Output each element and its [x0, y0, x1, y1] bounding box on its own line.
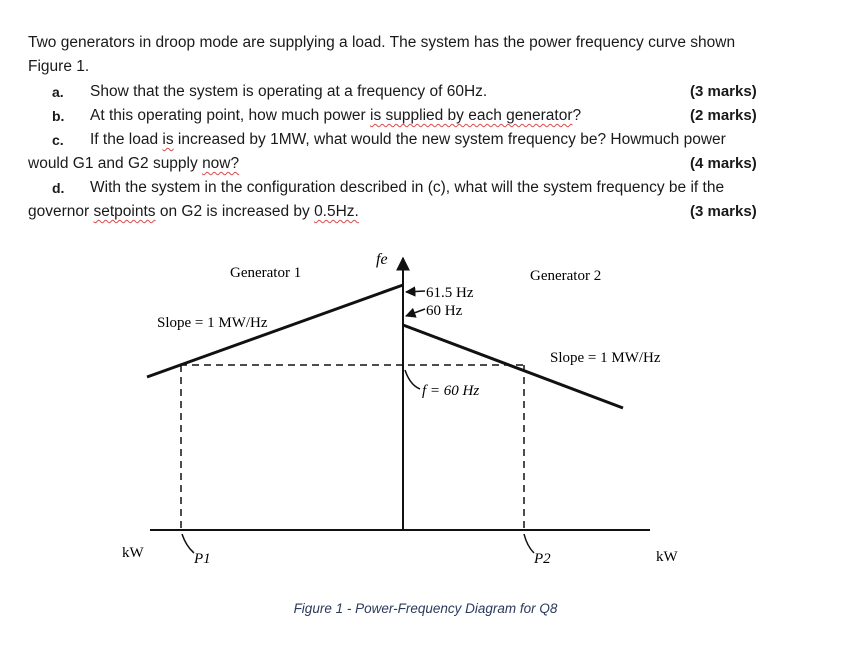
part-c-text-line1: If the load is increased by 1MW, what would the new system frequency be? Howmuch power [90, 131, 726, 148]
part-c-label: c. [52, 132, 64, 148]
generator-1-label: Generator 1 [230, 265, 302, 281]
p2-label: P2 [534, 551, 551, 567]
part-b-text: At this operating point, how much power is supplied by each generator? [90, 107, 582, 124]
figure-caption: Figure 1 - Power-Frequency Diagram for Q8 [293, 601, 558, 616]
fe-axis-label: fe [376, 251, 388, 268]
part-c-text-line2: would G1 and G2 supply now? [28, 155, 240, 172]
p1-label: P1 [194, 551, 211, 567]
part-d-text-line2: governor setpoints on G2 is increased by 0.5Hz. [28, 203, 359, 220]
f-op-pointer [405, 370, 420, 389]
f2-pointer [406, 309, 425, 316]
part-b-label: b. [52, 108, 65, 124]
slope-1-label: Slope = 1 MW/Hz [157, 315, 268, 331]
f-op-label: f = 60 Hz [422, 383, 480, 399]
generator-2-label: Generator 2 [530, 268, 602, 284]
f2-label: 60 Hz [426, 303, 463, 319]
slope-2-label: Slope = 1 MW/Hz [550, 350, 661, 366]
intro-line-1: Two generators in droop mode are supplying a load. The system has the power frequency curve shown [28, 34, 736, 51]
part-a-label: a. [52, 84, 64, 100]
kw-right-label: kW [656, 549, 678, 565]
part-a-marks: (3 marks) [690, 83, 757, 100]
part-c-marks: (4 marks) [690, 155, 757, 172]
p2-pointer [524, 534, 534, 553]
f1-pointer [406, 291, 425, 292]
part-d-label: d. [52, 180, 65, 196]
part-b-marks: (2 marks) [690, 107, 757, 124]
intro-line-2: Figure 1. [28, 58, 90, 75]
part-d-marks: (3 marks) [690, 203, 757, 220]
kw-left-label: kW [122, 545, 144, 561]
p1-pointer [182, 534, 194, 553]
generator-1-droop-line [147, 285, 403, 377]
f1-label: 61.5 Hz [426, 285, 474, 301]
part-d-text-line1: With the system in the configuration described in (c), what will the system frequency be if the [90, 179, 725, 196]
part-a-text: Show that the system is operating at a frequency of 60Hz. [90, 83, 488, 100]
